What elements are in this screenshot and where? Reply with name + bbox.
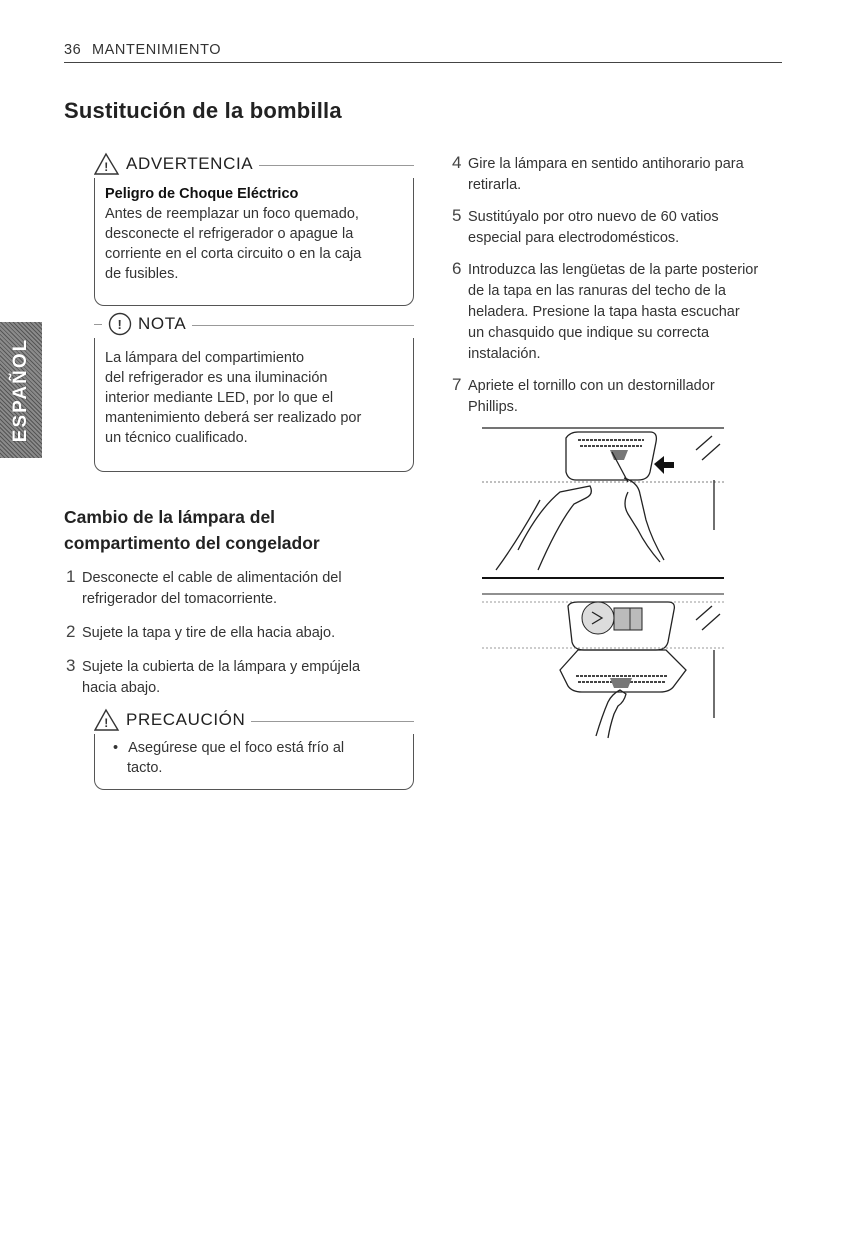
warning-body — [105, 184, 403, 284]
step-text: Sujete la tapa y tire de ella hacia abajo. — [82, 625, 336, 641]
step-number: 4 — [452, 153, 462, 172]
step-number: 6 — [452, 259, 462, 278]
note-box — [94, 312, 414, 472]
step-text: un chasquido que indique su correcta — [468, 325, 710, 341]
section-subtitle — [64, 504, 404, 556]
warning-header — [94, 152, 414, 176]
caution-header — [94, 708, 414, 732]
step-item — [452, 374, 792, 418]
note-line: mantenimiento deberá ser realizado por — [105, 410, 362, 426]
step-text: Gire la lámpara en sentido antihorario para — [468, 156, 744, 172]
info-icon — [108, 312, 132, 336]
bullet: • — [113, 740, 119, 756]
caution-heading: PRECAUCIÓN — [126, 710, 246, 729]
step-number: 2 — [66, 622, 76, 641]
step-text: instalación. — [468, 346, 541, 362]
step-number: 3 — [66, 656, 76, 675]
step-text: Desconecte el cable de alimentación del — [82, 570, 342, 586]
warning-line: corriente en el corta circuito o en la caja — [105, 246, 362, 262]
svg-text:!: ! — [117, 317, 123, 332]
note-line: un técnico cualificado. — [105, 430, 248, 446]
section-name: MANTENIMIENTO — [91, 42, 222, 58]
language-tab-label: ESPAÑOL — [10, 337, 31, 443]
left-steps — [66, 566, 406, 699]
step-item — [452, 205, 792, 249]
svg-text:!: ! — [104, 160, 109, 174]
step-text: Introduzca las lengüetas de la parte posterior — [468, 262, 759, 278]
step-item — [66, 655, 406, 699]
illustration-screwdriver — [478, 420, 728, 580]
warning-heading: ADVERTENCIA — [126, 154, 254, 173]
step-text: Sujete la cubierta de la lámpara y empújela — [82, 659, 361, 675]
note-line: La lámpara del compartimiento — [105, 350, 305, 366]
warning-box — [94, 152, 414, 306]
step-text: hacia abajo. — [82, 680, 161, 696]
step-text: Phillips. — [468, 399, 518, 415]
warning-line: Antes de reemplazar un foco quemado, — [105, 206, 359, 222]
step-item — [66, 621, 406, 644]
step-text: retirarla. — [468, 177, 522, 193]
step-text: Apriete el tornillo con un destornillador — [468, 378, 715, 394]
note-line: del refrigerador es una iluminación — [105, 370, 328, 386]
step-number: 1 — [66, 567, 76, 586]
caution-line: Asegúrese que el foco está frío al — [128, 740, 345, 756]
step-item — [66, 566, 406, 610]
svg-text:!: ! — [104, 716, 109, 730]
note-body — [105, 348, 403, 448]
page-title: Sustitución de la bombilla — [64, 98, 342, 123]
step-number: 7 — [452, 375, 462, 394]
step-number: 5 — [452, 206, 462, 225]
caution-line: tacto. — [127, 760, 163, 776]
step-text: de la tapa en las ranuras del techo de la — [468, 283, 726, 299]
page-header — [64, 42, 782, 63]
illustration-lamp-cover — [478, 590, 728, 740]
subtitle-line: compartimento del congelador — [64, 533, 320, 553]
step-text: Sustitúyalo por otro nuevo de 60 vatios — [468, 209, 719, 225]
step-item — [452, 152, 792, 196]
note-header — [94, 312, 414, 336]
subtitle-line: Cambio de la lámpara del — [64, 507, 276, 527]
step-item — [452, 258, 792, 365]
page-number: 36 — [64, 42, 82, 58]
step-text: heladera. Presione la tapa hasta escuchar — [468, 304, 740, 320]
step-text: refrigerador del tomacorriente. — [82, 591, 278, 607]
right-steps — [452, 152, 792, 418]
warning-triangle-icon — [94, 152, 120, 176]
note-heading: NOTA — [138, 314, 187, 333]
caution-body — [113, 738, 403, 778]
note-line: interior mediante LED, por lo que el — [105, 390, 334, 406]
language-tab — [0, 322, 42, 458]
caution-box — [94, 708, 414, 790]
warning-triangle-icon — [94, 708, 120, 732]
warning-line: desconecte el refrigerador o apague la — [105, 226, 354, 242]
warning-line: de fusibles. — [105, 266, 179, 282]
warning-bold-text: Peligro de Choque Eléctrico — [105, 186, 299, 202]
step-text: especial para electrodomésticos. — [468, 230, 680, 246]
